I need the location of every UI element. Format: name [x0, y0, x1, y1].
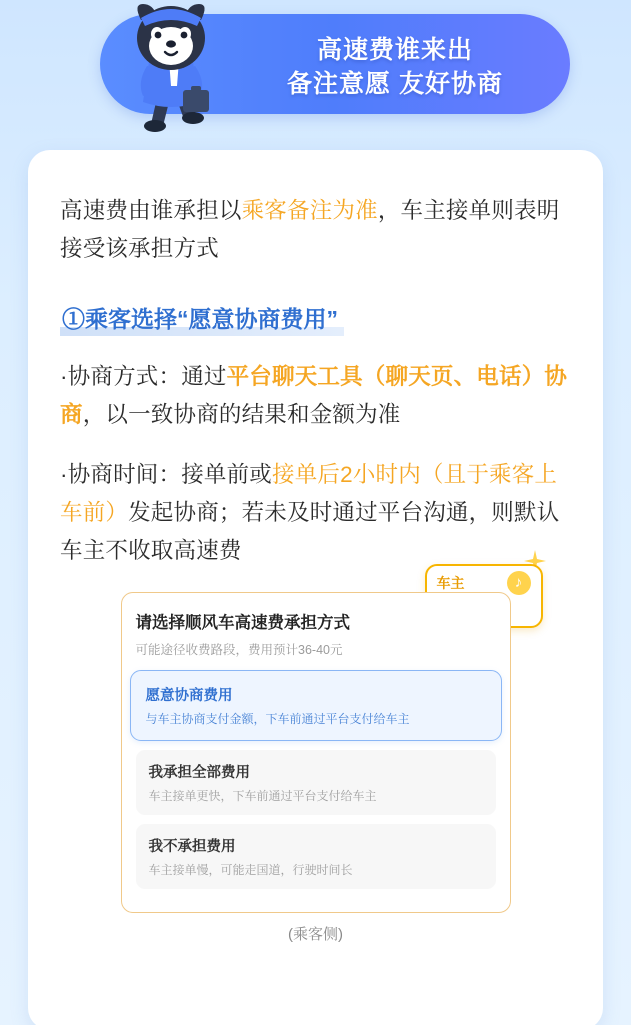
fee-option-pay-none[interactable] — [136, 824, 496, 889]
mock-footer-caption: (乘客侧) — [288, 926, 343, 943]
fee-option-pay-all[interactable] — [136, 750, 496, 815]
banner-line-1: 高速费谁来出 — [316, 36, 473, 64]
intro-part-2: ，车主接单则表明接受该承担方式 — [60, 198, 560, 261]
bullet2-highlight: 接单后2小时内（且于乘客上车前） — [60, 462, 558, 525]
bullet2-part-2: 发起协商；若未及时通过平台沟通，则默认车主不收取高速费 — [60, 500, 560, 563]
header-banner — [100, 14, 570, 114]
fee-option-title: 我承担全部费用 — [148, 765, 250, 781]
fee-option-negotiate[interactable] — [130, 670, 502, 741]
bullet1-part-1: ·协商方式：通过 — [60, 364, 227, 389]
mock-panel-subtitle: 可能途径收费路段，费用预计36-40元 — [135, 643, 343, 657]
content-card — [28, 150, 603, 1025]
music-note-icon: ♪ — [507, 571, 531, 595]
mock-panel-title: 请选择顺风车高速费承担方式 — [135, 614, 350, 632]
fee-option-desc: 车主接单更快，下车前通过平台支付给车主 — [148, 789, 377, 803]
passenger-app-mock — [121, 574, 523, 944]
dog-mascot-icon — [105, 2, 235, 137]
fee-option-title: 愿意协商费用 — [145, 688, 233, 704]
section-title-text: ①乘客选择“愿意协商费用” — [62, 306, 338, 332]
fee-option-desc: 车主接单慢，可能走国道，行驶时间长 — [148, 863, 353, 877]
bullet2-part-1: ·协商时间：接单前或 — [60, 462, 272, 487]
intro-paragraph — [60, 192, 571, 268]
bullet1-highlight: 平台聊天工具（聊天页、电话）协商 — [60, 364, 568, 427]
bubble-line-1: 车主 — [436, 575, 465, 591]
fee-option-desc: 与车主协商支付金额，下车前通过平台支付给车主 — [145, 712, 410, 726]
banner-line-2: 备注意愿 友好协商 — [287, 70, 503, 98]
fee-option-title: 我不承担费用 — [148, 839, 236, 855]
fee-option-panel — [121, 592, 511, 913]
intro-part-1: 高速费由谁承担以 — [60, 198, 242, 223]
banner-text — [230, 33, 560, 101]
section-title — [60, 302, 340, 336]
intro-highlight: 乘客备注为准 — [241, 198, 378, 223]
bullet1-part-2: ，以一致协商的结果和金额为准 — [82, 402, 401, 427]
bullet-negotiation-method — [60, 358, 571, 434]
bullet-negotiation-time — [60, 456, 571, 570]
